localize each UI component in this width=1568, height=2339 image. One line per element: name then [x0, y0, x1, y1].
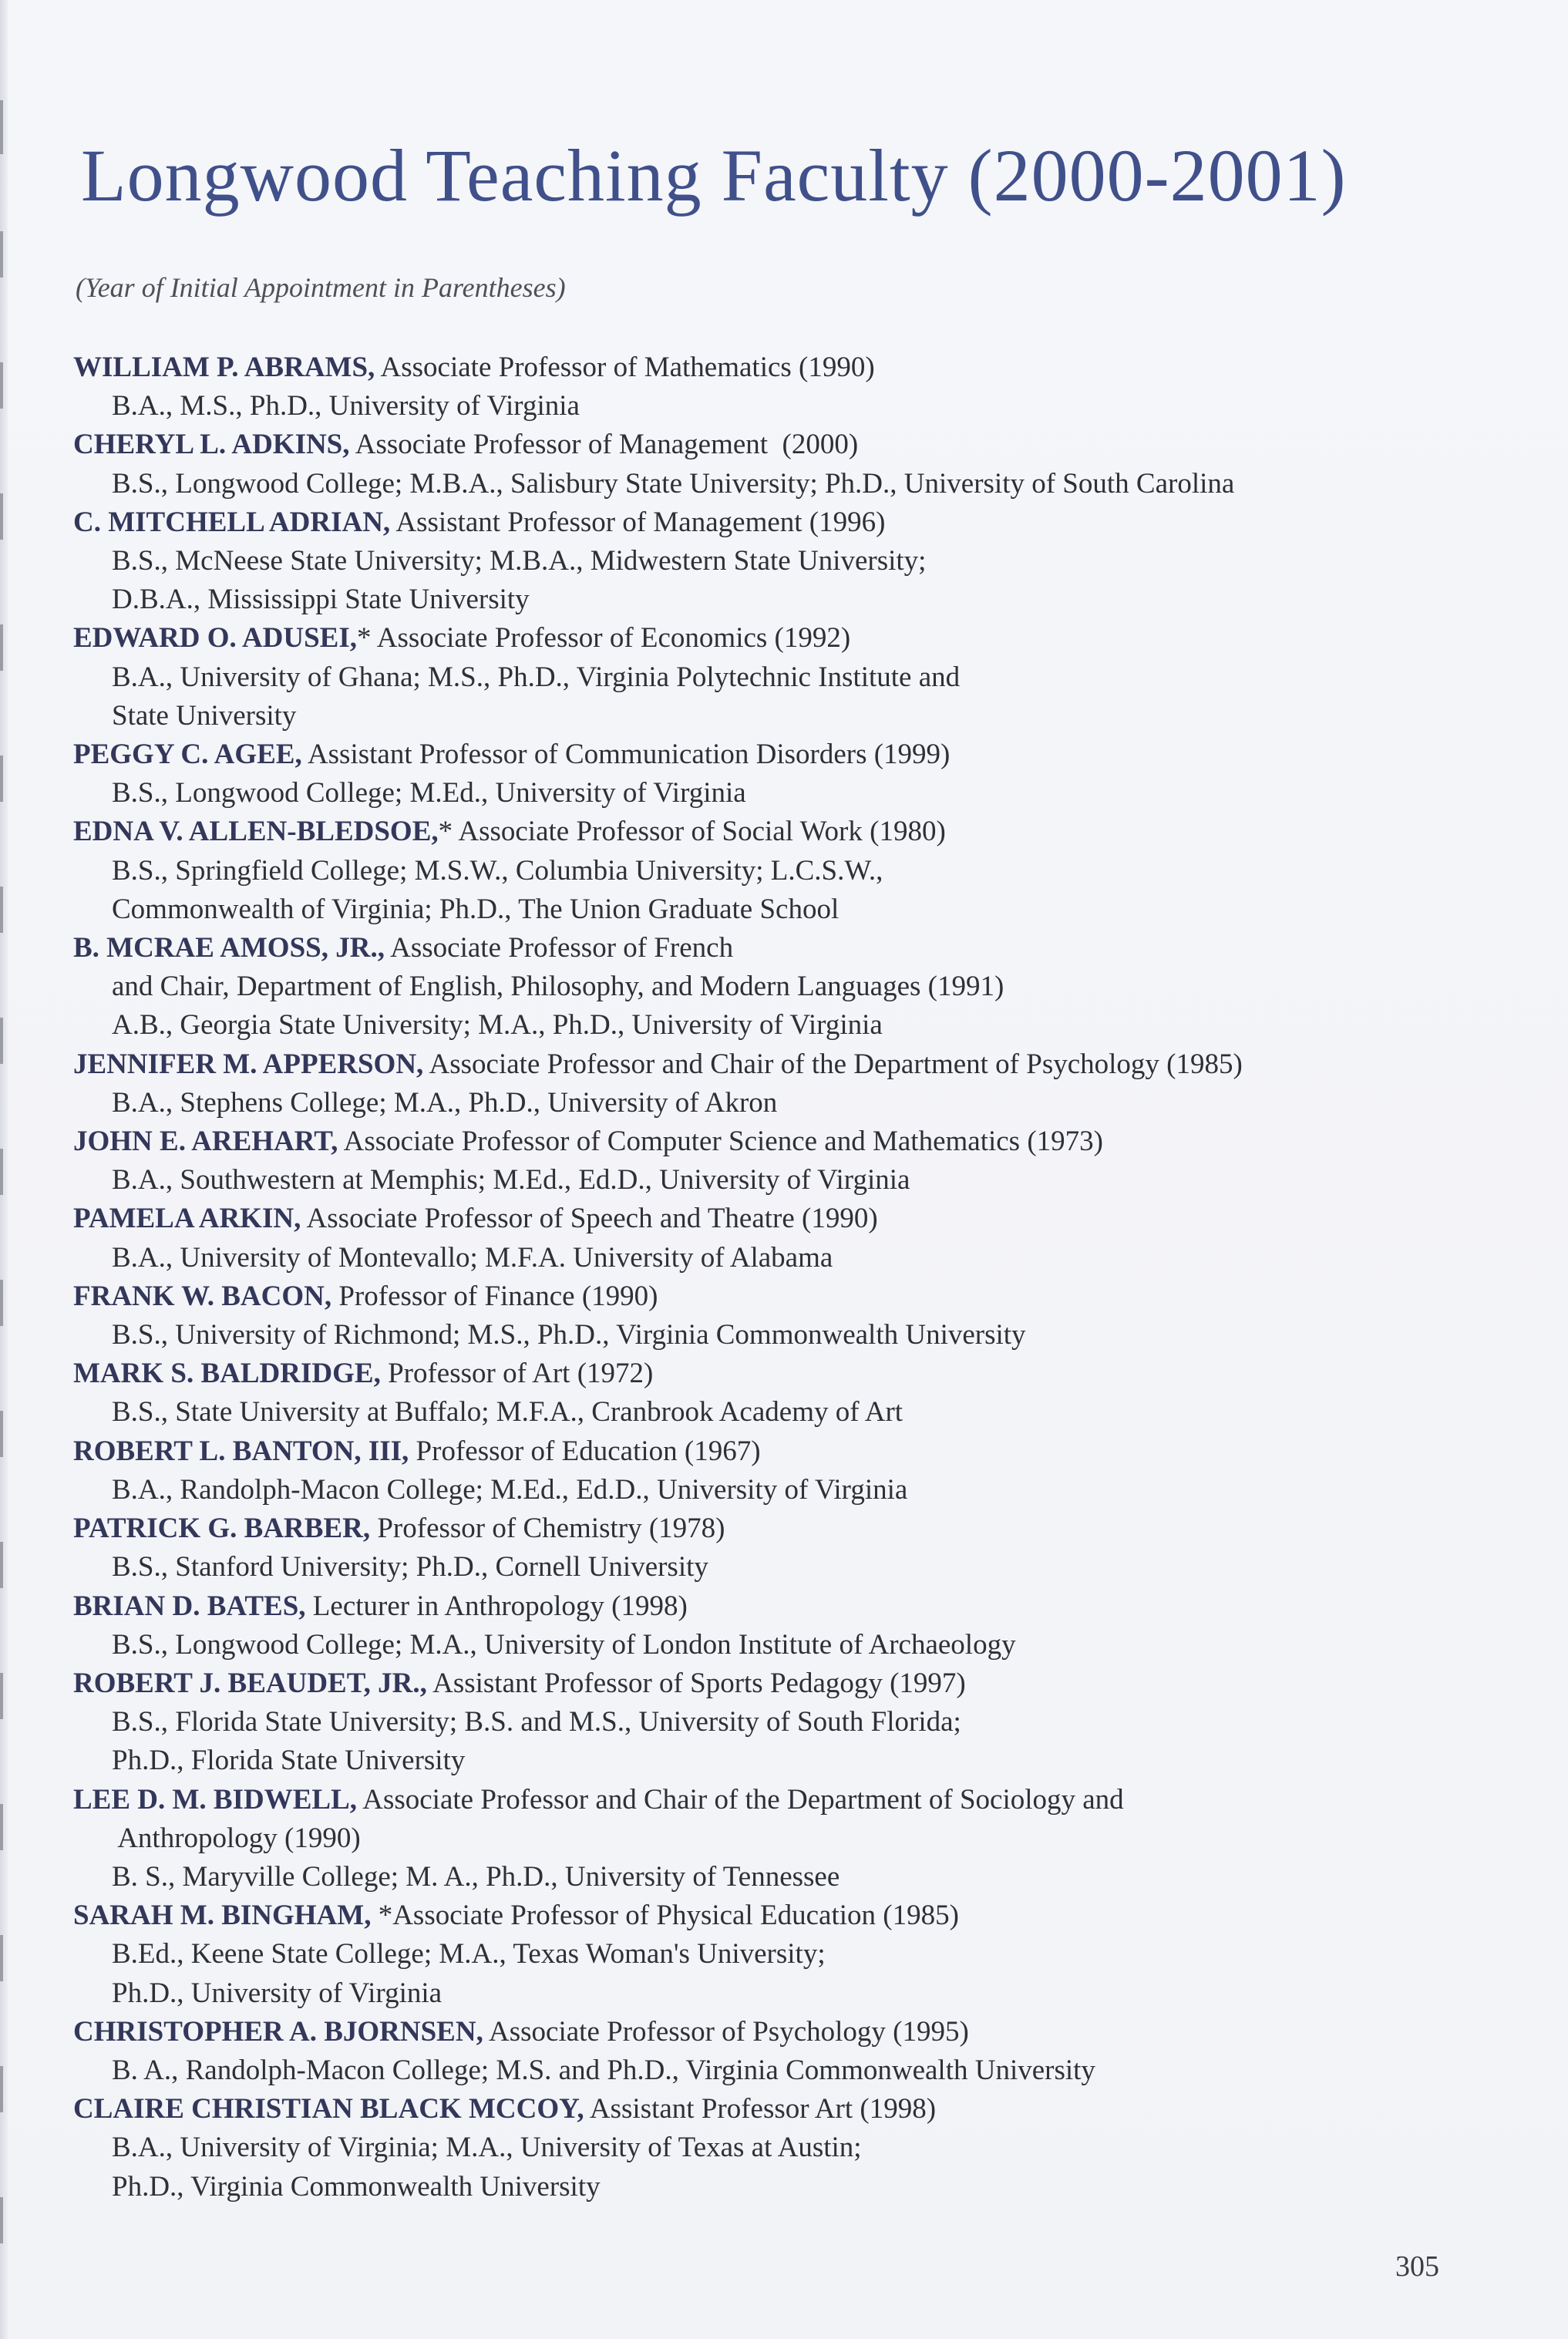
binding-mark	[0, 1935, 3, 1981]
binding-mark	[0, 1149, 3, 1195]
faculty-title: Associate Professor of Speech and Theatre (1990)	[301, 1203, 878, 1235]
binding-mark	[0, 1673, 3, 1719]
faculty-entry-heading	[73, 1045, 1507, 1084]
faculty-entry	[73, 348, 1507, 426]
faculty-name: JOHN E. AREHART,	[73, 1126, 338, 1158]
faculty-credentials-line: B. A., Randolph-Macon College; M.S. and Ph.D., Virginia Commonwealth University	[112, 2054, 1095, 2086]
faculty-entry-heading	[73, 426, 1507, 464]
faculty-title: Associate Professor of Computer Science and Mathematics (1973)	[338, 1126, 1103, 1158]
binding-mark	[0, 887, 3, 933]
binding-mark	[0, 1411, 3, 1457]
faculty-credentials-line: B.S., Longwood College; M.B.A., Salisbury State University; Ph.D., University of South Carolina	[112, 467, 1235, 500]
faculty-title: Assistant Professor of Management (1996)	[390, 506, 886, 538]
faculty-entry-heading	[73, 1355, 1507, 1393]
faculty-entry	[73, 619, 1507, 735]
faculty-credentials-line: Ph.D., Florida State University	[112, 1745, 466, 1777]
faculty-title: Assistant Professor Art (1998)	[584, 2093, 937, 2125]
faculty-entry	[73, 1432, 1507, 1509]
faculty-title: *Associate Professor of Physical Education (1985)	[371, 1900, 959, 1932]
faculty-credentials-line: A.B., Georgia State University; M.A., Ph.D., University of Virginia	[112, 1009, 883, 1042]
binding-mark	[0, 231, 3, 278]
faculty-title: Lecturer in Anthropology (1998)	[305, 1590, 688, 1622]
binding-mark	[0, 1542, 3, 1588]
faculty-entry-heading	[73, 1896, 1507, 1935]
binding-mark	[0, 2197, 3, 2243]
faculty-list	[73, 348, 1507, 2206]
faculty-title: Professor of Art (1972)	[380, 1358, 654, 1390]
faculty-entry	[73, 1781, 1507, 1897]
binding-mark	[0, 624, 3, 671]
faculty-entry-heading	[73, 929, 1507, 968]
faculty-name: EDWARD O. ADUSEI,	[73, 622, 358, 655]
faculty-title: Professor of Chemistry (1978)	[370, 1513, 725, 1545]
faculty-title: Professor of Finance (1990)	[331, 1280, 658, 1312]
faculty-entry-heading	[73, 735, 1507, 774]
faculty-name: EDNA V. ALLEN-BLEDSOE,	[73, 816, 439, 848]
binding-mark	[0, 100, 3, 154]
faculty-credentials-line: Anthropology (1990)	[112, 1822, 361, 1854]
binding-mark	[0, 1804, 3, 1850]
page-title: Longwood Teaching Faculty (2000-2001)	[81, 134, 1347, 217]
faculty-entry-heading	[73, 2013, 1507, 2051]
faculty-name: PATRICK G. BARBER,	[73, 1513, 371, 1545]
faculty-credentials-line: B. S., Maryville College; M. A., Ph.D., University of Tennessee	[112, 1860, 840, 1893]
faculty-credentials-line: Commonwealth of Virginia; Ph.D., The Union Graduate School	[112, 893, 840, 925]
faculty-entry-heading	[73, 1122, 1507, 1161]
binding-mark	[0, 1018, 3, 1064]
binding-mark	[0, 493, 3, 540]
faculty-name: ROBERT L. BANTON, III,	[73, 1435, 409, 1467]
faculty-name: CLAIRE CHRISTIAN BLACK MCCOY,	[73, 2093, 584, 2125]
faculty-credentials-line: B.A., University of Montevallo; M.F.A. University of Alabama	[112, 1241, 833, 1274]
faculty-credentials-line: B.A., Southwestern at Memphis; M.Ed., Ed.D., University of Virginia	[112, 1164, 910, 1196]
faculty-entry-heading	[73, 813, 1507, 851]
binding-mark	[0, 1280, 3, 1326]
faculty-credentials-line: B.A., University of Ghana; M.S., Ph.D., Virginia Polytechnic Institute and	[112, 661, 961, 693]
faculty-entry-heading	[73, 1277, 1507, 1316]
faculty-credentials-line: State University	[112, 699, 297, 732]
faculty-credentials-line: B.S., Springfield College; M.S.W., Columbia University; L.C.S.W.,	[112, 854, 883, 887]
faculty-credentials-line: B.A., University of Virginia; M.A., University of Texas at Austin;	[112, 2132, 862, 2164]
faculty-title: * Associate Professor of Economics (1992)	[357, 622, 851, 655]
faculty-name: MARK S. BALDRIDGE,	[73, 1358, 381, 1390]
faculty-name: CHRISTOPHER A. BJORNSEN,	[73, 2015, 483, 2048]
faculty-title: Associate Professor and Chair of the Department of Sociology and	[357, 1783, 1124, 1816]
faculty-entry	[73, 503, 1507, 620]
faculty-entry	[73, 813, 1507, 929]
faculty-entry	[73, 2013, 1507, 2090]
faculty-name: BRIAN D. BATES,	[73, 1590, 306, 1622]
faculty-title: Associate Professor of Management (2000)	[349, 429, 859, 461]
binding-mark	[0, 2066, 3, 2112]
faculty-name: CHERYL L. ADKINS,	[73, 429, 350, 461]
faculty-title: * Associate Professor of Social Work (1980)	[438, 816, 946, 848]
faculty-credentials-line: B.S., University of Richmond; M.S., Ph.D., Virginia Commonwealth University	[112, 1319, 1026, 1351]
faculty-entry	[73, 1587, 1507, 1664]
faculty-title: Assistant Professor of Communication Disorders (1999)	[301, 739, 951, 771]
faculty-credentials-line: B.S., State University at Buffalo; M.F.A., Cranbrook Academy of Art	[112, 1396, 903, 1429]
faculty-credentials-line: and Chair, Department of English, Philosophy, and Modern Languages (1991)	[112, 971, 1004, 1003]
faculty-entry-heading	[73, 2090, 1507, 2129]
faculty-name: SARAH M. BINGHAM,	[73, 1900, 372, 1932]
page-number: 305	[1395, 2250, 1439, 2283]
faculty-title: Associate Professor of Mathematics (1990)	[375, 352, 875, 383]
faculty-name: JENNIFER M. APPERSON,	[73, 1048, 424, 1080]
faculty-entry	[73, 426, 1507, 503]
faculty-entry	[73, 929, 1507, 1045]
faculty-entry-heading	[73, 1587, 1507, 1626]
faculty-title: Associate Professor of French	[384, 932, 734, 964]
faculty-entry	[73, 1277, 1507, 1355]
faculty-entry	[73, 1200, 1507, 1277]
faculty-credentials-line: Ph.D., Virginia Commonwealth University	[112, 2170, 601, 2203]
faculty-credentials-line: Ph.D., University of Virginia	[112, 1977, 442, 2009]
faculty-name: WILLIAM P. ABRAMS,	[73, 352, 375, 383]
faculty-entry	[73, 1355, 1507, 1432]
faculty-credentials-line: B.A., Stephens College; M.A., Ph.D., University of Akron	[112, 1086, 778, 1119]
faculty-name: B. MCRAE AMOSS, JR.,	[73, 932, 385, 964]
faculty-entry-heading	[73, 619, 1507, 658]
faculty-entry	[73, 735, 1507, 813]
faculty-entry-heading	[73, 503, 1507, 542]
faculty-entry-heading	[73, 348, 1507, 387]
faculty-name: LEE D. M. BIDWELL,	[73, 1783, 358, 1816]
faculty-credentials-line: B.S., Longwood College; M.Ed., University of Virginia	[112, 777, 746, 809]
faculty-name: C. MITCHELL ADRIAN,	[73, 506, 391, 538]
faculty-name: FRANK W. BACON,	[73, 1280, 332, 1312]
faculty-credentials-line: B.Ed., Keene State College; M.A., Texas Woman's University;	[112, 1938, 826, 1970]
page-subtitle: (Year of Initial Appointment in Parentheses)	[76, 272, 566, 303]
faculty-credentials-line: B.S., McNeese State University; M.B.A., Midwestern State University;	[112, 545, 927, 577]
faculty-title: Assistant Professor of Sports Pedagogy (1997)	[426, 1667, 966, 1699]
faculty-title: Associate Professor and Chair of the Department of Psychology (1985)	[423, 1048, 1243, 1080]
faculty-entry	[73, 1896, 1507, 2013]
faculty-credentials-line: B.S., Longwood College; M.A., University of London Institute of Archaeology	[112, 1628, 1016, 1661]
faculty-credentials-line: B.A., M.S., Ph.D., University of Virginia	[112, 390, 580, 422]
faculty-title: Associate Professor of Psychology (1995)	[483, 2015, 969, 2048]
faculty-credentials-line: B.A., Randolph-Macon College; M.Ed., Ed.D., University of Virginia	[112, 1473, 908, 1506]
faculty-credentials-line: D.B.A., Mississippi State University	[112, 584, 530, 616]
faculty-entry	[73, 1664, 1507, 1781]
faculty-name: PEGGY C. AGEE,	[73, 739, 302, 771]
faculty-credentials-line: B.S., Florida State University; B.S. and M.S., University of South Florida;	[112, 1706, 961, 1738]
faculty-entry	[73, 1045, 1507, 1122]
faculty-credentials-line: B.S., Stanford University; Ph.D., Cornell University	[112, 1551, 708, 1583]
faculty-name: PAMELA ARKIN,	[73, 1203, 301, 1235]
faculty-entry-heading	[73, 1664, 1507, 1703]
faculty-title: Professor of Education (1967)	[409, 1435, 761, 1467]
binding-mark	[0, 362, 3, 409]
faculty-entry	[73, 1122, 1507, 1200]
binding-mark	[0, 756, 3, 802]
faculty-entry	[73, 2090, 1507, 2206]
faculty-name: ROBERT J. BEAUDET, JR.,	[73, 1667, 427, 1699]
faculty-entry-heading	[73, 1200, 1507, 1238]
faculty-entry-heading	[73, 1781, 1507, 1819]
faculty-entry-heading	[73, 1509, 1507, 1548]
faculty-entry-heading	[73, 1432, 1507, 1471]
faculty-entry	[73, 1509, 1507, 1587]
